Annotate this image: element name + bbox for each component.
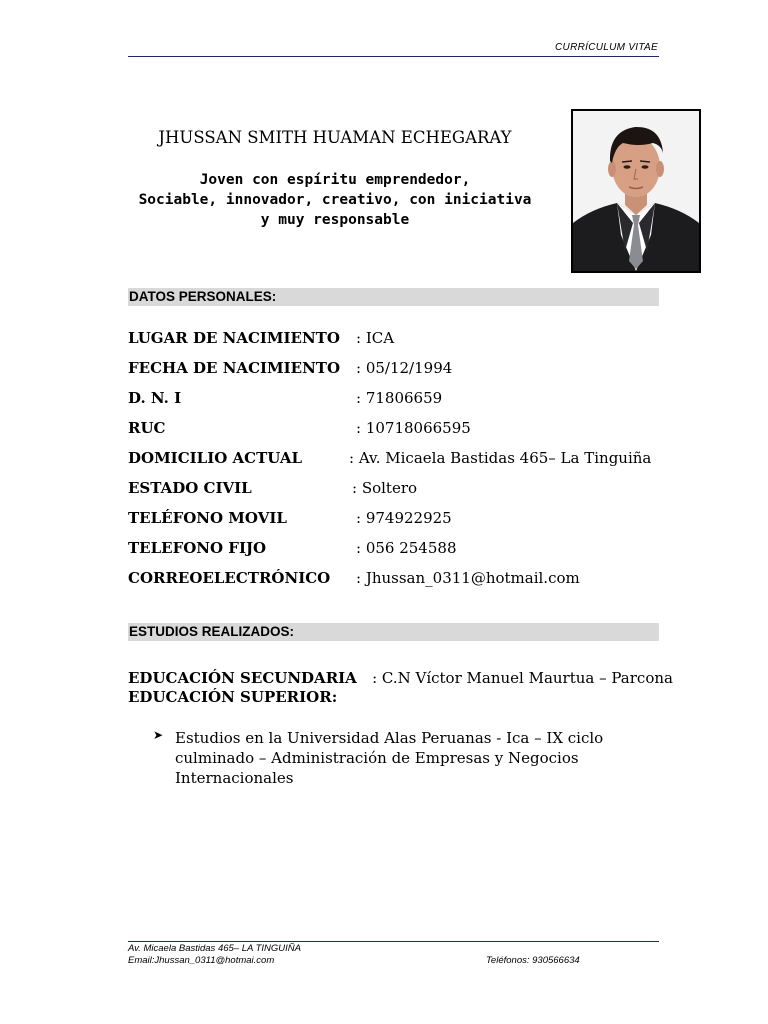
candidate-name: JHUSSAN SMITH HUAMAN ECHEGARAY bbox=[158, 128, 512, 147]
secondary-label: EDUCACIÓN SECUNDARIA bbox=[128, 669, 357, 687]
field-label: LUGAR DE NACIMIENTO bbox=[128, 329, 340, 347]
footer-rule bbox=[128, 941, 659, 942]
section-personal-data bbox=[128, 288, 659, 306]
footer-email: Email:Jhussan_0311@hotmai.com bbox=[128, 955, 275, 966]
tagline-line: y muy responsable bbox=[260, 212, 410, 228]
tagline-line: Sociable, innovador, creativo, con iniciativa bbox=[138, 192, 532, 208]
field-label: RUC bbox=[128, 419, 166, 437]
section-studies bbox=[128, 623, 659, 641]
section-title: DATOS PERSONALES: bbox=[129, 289, 277, 304]
superior-education-label: EDUCACIÓN SUPERIOR: bbox=[128, 688, 338, 706]
field-label: D. N. I bbox=[128, 389, 182, 407]
superior-study-item: Estudios en la Universidad Alas Peruanas - Ica – IX ciclo culminado – Administración de Empresas y Negocios Internacionales bbox=[175, 729, 604, 787]
field-value: : ICA bbox=[356, 329, 395, 347]
footer-address: Av. Micaela Bastidas 465– LA TINGUIÑA bbox=[128, 943, 302, 954]
field-value: : Av. Micaela Bastidas 465– La Tinguiña bbox=[349, 449, 652, 467]
field-label: ESTADO CIVIL bbox=[128, 479, 252, 497]
field-label: CORREOELECTRÓNICO bbox=[128, 569, 331, 587]
field-label: FECHA DE NACIMIENTO bbox=[128, 359, 341, 377]
field-value: : Jhussan_0311@hotmail.com bbox=[356, 569, 580, 587]
footer-phones: Teléfonos: 930566634 bbox=[486, 955, 580, 966]
tagline bbox=[120, 170, 550, 230]
field-label: TELÉFONO MOVIL bbox=[128, 509, 287, 527]
field-label: DOMICILIO ACTUAL bbox=[128, 449, 303, 467]
field-value: : 056 254588 bbox=[356, 539, 457, 557]
secondary-education bbox=[128, 669, 673, 687]
field-value: : 71806659 bbox=[356, 389, 443, 407]
field-value: : 05/12/1994 bbox=[356, 359, 453, 377]
profile-photo bbox=[571, 109, 701, 273]
bullet-arrow-icon: ➤ bbox=[153, 728, 164, 742]
secondary-value: : C.N Víctor Manuel Maurtua – Parcona bbox=[372, 669, 673, 687]
header-rule bbox=[128, 56, 659, 57]
header-label: CURRÍCULUM VITAE bbox=[555, 42, 658, 53]
field-value: : 974922925 bbox=[356, 509, 452, 527]
tagline-line: Joven con espíritu emprendedor, bbox=[199, 172, 471, 188]
section-title: ESTUDIOS REALIZADOS: bbox=[129, 624, 295, 639]
field-label: TELEFONO FIJO bbox=[128, 539, 267, 557]
field-value: : Soltero bbox=[352, 479, 418, 497]
field-value: : 10718066595 bbox=[356, 419, 471, 437]
